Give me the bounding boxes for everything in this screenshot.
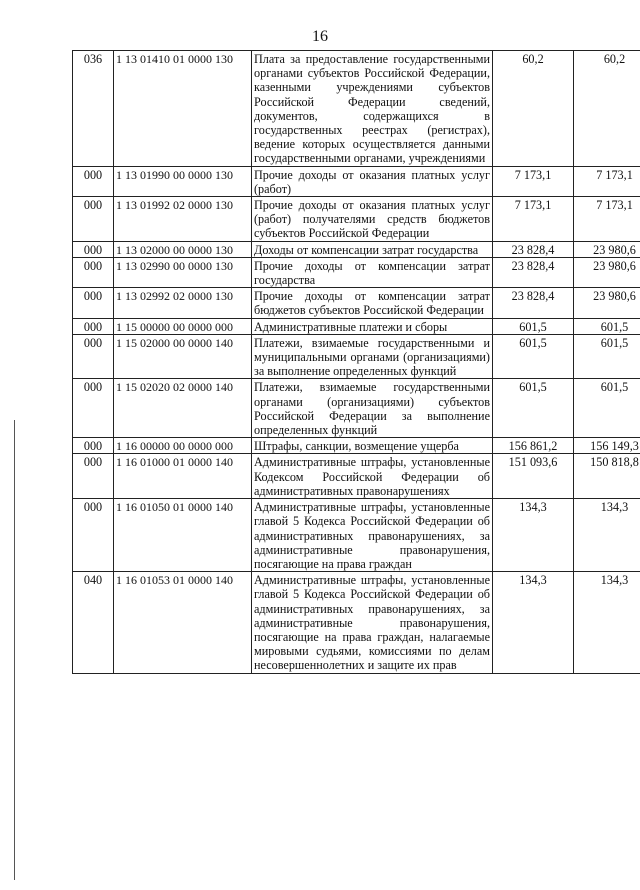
amount-year1-cell: 601,5 (493, 318, 574, 334)
admin-code-cell: 000 (73, 334, 114, 379)
table-row (73, 51, 640, 167)
table-row (73, 241, 640, 257)
budget-code-cell: 1 13 02990 00 0000 130 (114, 257, 252, 287)
revenue-name-cell: Платежи, взимаемые государственными органами (организациями) субъектов Российской Федерации за выполнение определенных функций (252, 379, 493, 438)
budget-code-cell: 1 15 02000 00 0000 140 (114, 334, 252, 379)
table-row (73, 572, 640, 673)
amount-year1-cell: 151 093,6 (493, 454, 574, 499)
table-row (73, 454, 640, 499)
amount-year1-cell: 23 828,4 (493, 288, 574, 318)
admin-code-cell: 000 (73, 241, 114, 257)
revenue-name-cell: Прочие доходы от оказания платных услуг (работ) получателями средств бюджетов субъектов Российской Федерации (252, 197, 493, 242)
admin-code-cell: 000 (73, 454, 114, 499)
amount-year2-cell: 60,2 (574, 51, 640, 167)
revenue-table (72, 50, 640, 674)
revenue-name-cell: Платежи, взимаемые государственными и муниципальными органами (организациями) за выполнение определенных функций (252, 334, 493, 379)
admin-code-cell: 000 (73, 379, 114, 438)
admin-code-cell: 000 (73, 318, 114, 334)
amount-year2-cell: 7 173,1 (574, 197, 640, 242)
budget-code-cell: 1 13 02000 00 0000 130 (114, 241, 252, 257)
budget-code-cell: 1 13 01990 00 0000 130 (114, 166, 252, 196)
admin-code-cell: 036 (73, 51, 114, 167)
amount-year2-cell: 156 149,3 (574, 438, 640, 454)
table-row (73, 438, 640, 454)
admin-code-cell: 000 (73, 197, 114, 242)
budget-code-cell: 1 16 01050 01 0000 140 (114, 499, 252, 572)
table-row (73, 318, 640, 334)
amount-year2-cell: 134,3 (574, 572, 640, 673)
table-row (73, 257, 640, 287)
amount-year1-cell: 601,5 (493, 334, 574, 379)
budget-code-cell: 1 13 02992 02 0000 130 (114, 288, 252, 318)
revenue-name-cell: Прочие доходы от компенсации затрат государства (252, 257, 493, 287)
admin-code-cell: 040 (73, 572, 114, 673)
amount-year2-cell: 23 980,6 (574, 288, 640, 318)
budget-code-cell: 1 16 01000 01 0000 140 (114, 454, 252, 499)
revenue-name-cell: Прочие доходы от компенсации затрат бюджетов субъектов Российской Федерации (252, 288, 493, 318)
amount-year2-cell: 150 818,8 (574, 454, 640, 499)
amount-year1-cell: 23 828,4 (493, 241, 574, 257)
table-row (73, 379, 640, 438)
amount-year2-cell: 23 980,6 (574, 257, 640, 287)
revenue-name-cell: Доходы от компенсации затрат государства (252, 241, 493, 257)
budget-code-cell: 1 13 01410 01 0000 130 (114, 51, 252, 167)
amount-year2-cell: 601,5 (574, 318, 640, 334)
amount-year1-cell: 23 828,4 (493, 257, 574, 287)
budget-code-cell: 1 15 02020 02 0000 140 (114, 379, 252, 438)
amount-year2-cell: 601,5 (574, 334, 640, 379)
table-row (73, 288, 640, 318)
amount-year2-cell: 23 980,6 (574, 241, 640, 257)
page-number: 16 (312, 28, 328, 45)
budget-code-cell: 1 15 00000 00 0000 000 (114, 318, 252, 334)
amount-year1-cell: 134,3 (493, 572, 574, 673)
amount-year2-cell: 7 173,1 (574, 166, 640, 196)
budget-code-cell: 1 16 00000 00 0000 000 (114, 438, 252, 454)
table-row (73, 334, 640, 379)
admin-code-cell: 000 (73, 288, 114, 318)
amount-year1-cell: 601,5 (493, 379, 574, 438)
revenue-name-cell: Административные штрафы, установленные главой 5 Кодекса Российской Федерации об административных правонарушениях, за административные правонарушения, посягающие на права граждан (252, 499, 493, 572)
revenue-name-cell: Административные платежи и сборы (252, 318, 493, 334)
admin-code-cell: 000 (73, 166, 114, 196)
revenue-name-cell: Административные штрафы, установленные Кодексом Российской Федерации об административных правонарушениях (252, 454, 493, 499)
admin-code-cell: 000 (73, 499, 114, 572)
budget-code-cell: 1 13 01992 02 0000 130 (114, 197, 252, 242)
amount-year1-cell: 156 861,2 (493, 438, 574, 454)
amount-year1-cell: 60,2 (493, 51, 574, 167)
amount-year1-cell: 7 173,1 (493, 166, 574, 196)
amount-year1-cell: 134,3 (493, 499, 574, 572)
budget-code-cell: 1 16 01053 01 0000 140 (114, 572, 252, 673)
revenue-table-body (73, 51, 640, 674)
admin-code-cell: 000 (73, 257, 114, 287)
binding-margin-line (14, 420, 15, 880)
amount-year2-cell: 134,3 (574, 499, 640, 572)
revenue-name-cell: Административные штрафы, установленные главой 5 Кодекса Российской Федерации об административных правонарушениях, за административные правонарушения, посягающие на права граждан, налагаемые мировыми судьями, комиссиями по делам несовершеннолетних и защите их прав (252, 572, 493, 673)
table-row (73, 166, 640, 196)
table-row (73, 197, 640, 242)
amount-year2-cell: 601,5 (574, 379, 640, 438)
revenue-name-cell: Плата за предоставление государственными органами субъектов Российской Федерации, казенными учреждениями субъектов Российской Федерации сведений, документов, содержащихся в государственных реестрах (регистрах), ведение которых осуществляется данными государственными органами, учреждениями (252, 51, 493, 167)
revenue-name-cell: Штрафы, санкции, возмещение ущерба (252, 438, 493, 454)
amount-year1-cell: 7 173,1 (493, 197, 574, 242)
table-row (73, 499, 640, 572)
admin-code-cell: 000 (73, 438, 114, 454)
revenue-name-cell: Прочие доходы от оказания платных услуг (работ) (252, 166, 493, 196)
